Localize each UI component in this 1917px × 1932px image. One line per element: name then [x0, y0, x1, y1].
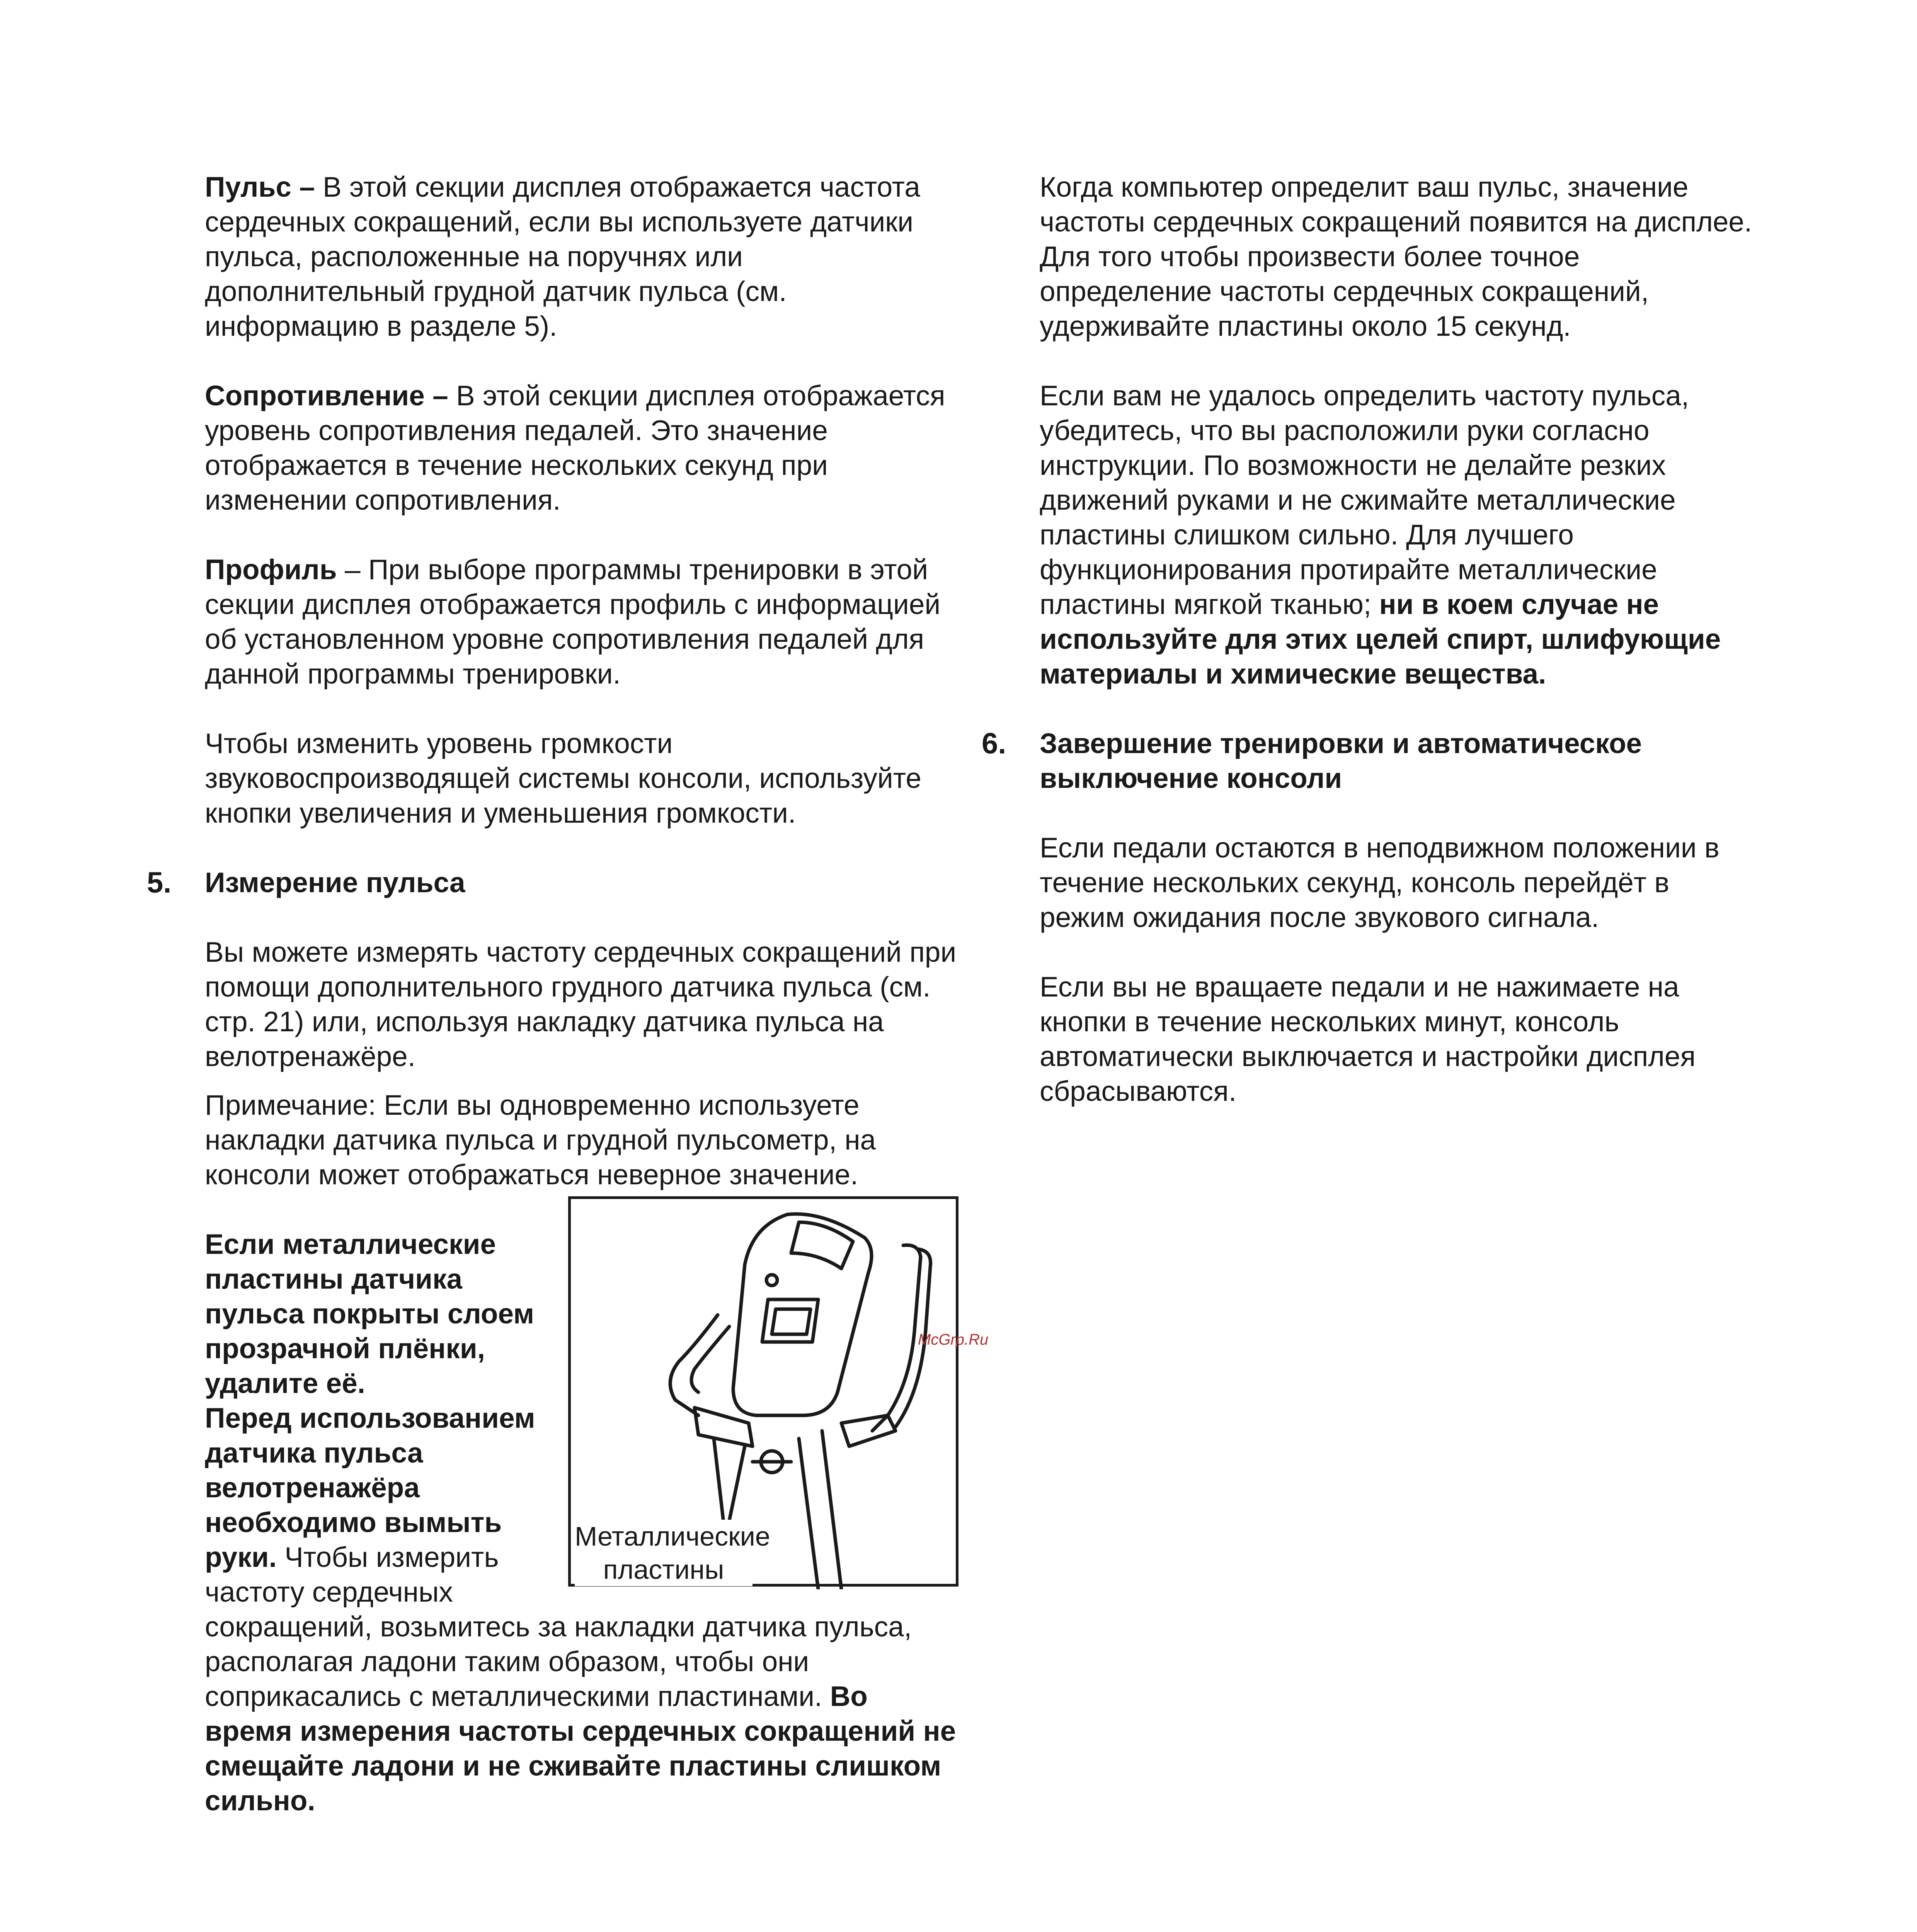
standby-paragraph: Если педали остаются в неподвижном положении в течение нескольких секунд, консоль перейдёт в режим ожидания после звукового сигнала. — [1040, 832, 1720, 933]
pulse-description: В этой секции дисплея отображается частота сердечных сокращений, если вы используете датчики пульса, расположенные на поручнях или дополнительный грудной датчик пульса (см. информацию в разделе 5). — [205, 172, 920, 342]
cleaning-warning: ни в коем случае не используйте для этих целей спирт, шлифующие материалы и химические вещества. — [1040, 589, 1721, 690]
hold-still-warning: Во время измерения частоты сердечных сокращений не смещайте ладони и не сживайте пластины слишком сильно. — [205, 1681, 956, 1816]
metal-plates-label: Металлические пластины — [575, 1520, 752, 1586]
pulse-term: Пульс – — [205, 172, 315, 203]
resistance-description: В этой секции дисплея отображается уровень сопротивления педалей. Это значение отображается в течение нескольких секунд при изменении сопротивления. — [205, 380, 945, 516]
section-6-title: Завершение тренировки и автоматическое выключение консоли — [1040, 728, 1642, 794]
section-6-heading — [982, 726, 1755, 796]
console-figure — [568, 1196, 958, 1587]
detected-pulse-paragraph: Когда компьютер определит ваш пульс, значение частоты сердечных сокращений появится на дисплее. Для того чтобы произвести более точное определение частоты сердечных сокращений, удерживайте пластины около 15 секунд. — [1040, 172, 1752, 342]
section-5-number: 5. — [147, 866, 172, 899]
auto-off-paragraph: Если вы не вращаете педали и не нажимаете на кнопки в течение нескольких минут, консоль автоматически выключается и настройки дисплея сбрасываются. — [1040, 971, 1696, 1107]
right-column — [982, 170, 1755, 1144]
left-column — [147, 170, 958, 1853]
troubleshoot-text: Если вам не удалось определить частоту пульса, убедитесь, что вы расположили руки согласно инструкции. По возможности не делайте резких движений руками и не сжимайте металлические пластины слишком сильно. Для лучшего функционирования протирайте металлические пластины мягкой тканью; — [1040, 380, 1689, 620]
troubleshoot-paragraph — [1040, 379, 1755, 692]
resistance-paragraph — [205, 379, 958, 518]
note-paragraph: Примечание: Если вы одновременно используете накладки датчика пульса и грудной пульсометр, на консоли может отображаться неверное значение. — [205, 1090, 876, 1190]
measure-paragraph: Вы можете измерять частоту сердечных сокращений при помощи дополнительного грудного датчика пульса (см. стр. 21) или, используя накладку датчика пульса на велотренажёре. — [205, 937, 957, 1072]
pulse-paragraph — [205, 170, 958, 344]
grip-instruction: Чтобы измерить частоту сердечных сокращений, возьмитесь за накладки датчика пульса, располагая ладони таким образом, чтобы они соприкасались с металлическими пластинами. — [205, 1542, 912, 1712]
section-5-heading — [147, 866, 958, 900]
section-5-title: Измерение пульса — [205, 867, 465, 898]
resistance-term: Сопротивление – — [205, 380, 448, 412]
watermark: McGrp.Ru — [918, 1331, 989, 1348]
profile-paragraph — [205, 553, 958, 692]
remove-film-warning: Если металлические пластины датчика пульса покрыты слоем прозрачной плёнки, удалите её. — [205, 1229, 535, 1399]
wash-hands-warning: Перед использованием датчика пульса велотренажёра необходимо вымыть руки. — [205, 1403, 535, 1573]
figure-frame — [568, 1196, 958, 1587]
profile-description: – При выборе программы тренировки в этой секции дисплея отображается профиль с информацией об установленном уровне сопротивления педалей для данной программы тренировки. — [205, 554, 941, 690]
sensor-paragraph — [205, 1227, 958, 1818]
section-6-number: 6. — [982, 727, 1006, 760]
profile-term: Профиль — [205, 554, 337, 585]
volume-paragraph: Чтобы изменить уровень громкости звуковоспроизводящей системы консоли, используйте кнопки увеличения и уменьшения громкости. — [205, 728, 921, 829]
